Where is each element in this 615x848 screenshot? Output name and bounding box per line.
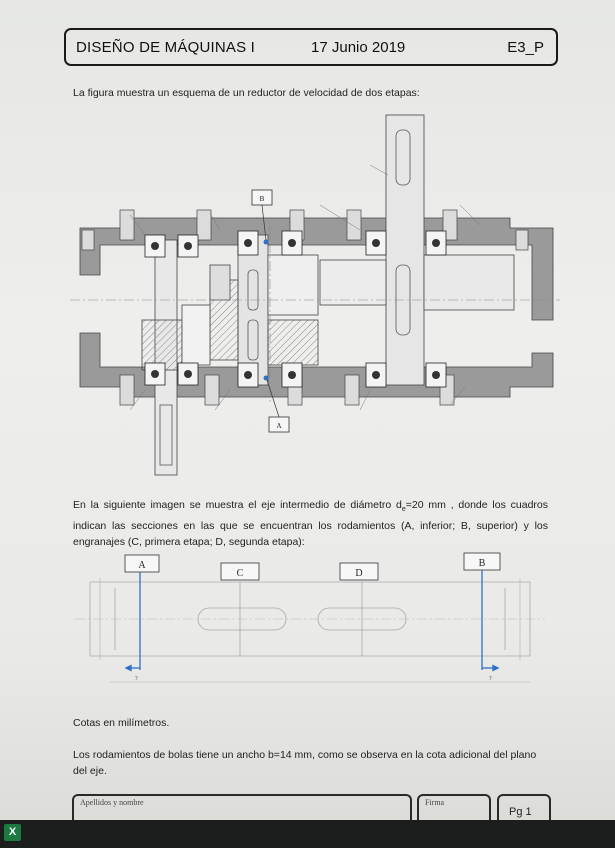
- figure1-label-b: B: [259, 195, 265, 203]
- shaft-description-text-end: =20 mm , donde los cuadros indican las secciones en las que se encuentran los rodamientos (A, inferior; B, superior) y los engranajes (C, primera etapa; D, segunda etapa):: [73, 499, 548, 549]
- figure2-label-b: B: [478, 558, 486, 569]
- bearing-width-note: Los rodamientos de bolas tiene un ancho b=14 mm, como se observa en la cota adicional del plano del eje.: [73, 749, 537, 777]
- excel-icon[interactable]: X: [4, 824, 21, 841]
- figure2-label-d: D: [355, 568, 363, 579]
- intro-text: La figura muestra un esquema de un reductor de velocidad de dos etapas:: [73, 87, 420, 99]
- dimension-left-unknown: ?: [135, 676, 138, 682]
- exam-code: E3_P: [507, 39, 544, 56]
- name-field-label: Apellidos y nombre: [80, 798, 144, 807]
- signature-field-label: Firma: [425, 798, 445, 807]
- figure1-label-a: A: [276, 422, 282, 430]
- page-number: Pg 1: [509, 806, 532, 818]
- shaft-description: [73, 497, 548, 550]
- units-note: Cotas en milímetros.: [73, 717, 170, 729]
- shaft-description-text: En la siguiente imagen se muestra el eje intermedio de diámetro d: [73, 499, 402, 511]
- exam-date: 17 Junio 2019: [311, 39, 406, 56]
- taskbar: [0, 820, 615, 848]
- exam-header: [64, 28, 558, 66]
- gear-reducer-drawing: [70, 105, 560, 485]
- course-title: DISEÑO DE MÁQUINAS I: [76, 39, 256, 56]
- figure2-label-c: C: [236, 568, 244, 579]
- figure2-label-a: A: [138, 560, 146, 571]
- shaft-description-subscript: e: [401, 506, 406, 514]
- intermediate-shaft-drawing: [70, 548, 550, 698]
- dimension-right-unknown: ?: [489, 676, 492, 682]
